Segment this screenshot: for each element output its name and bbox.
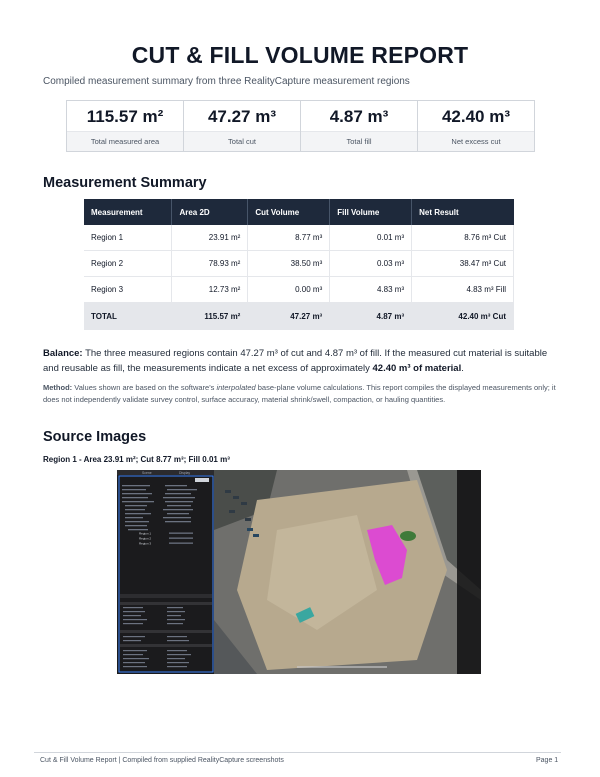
column-header: Net Result — [412, 199, 514, 225]
method-italic: interpolated — [216, 383, 256, 392]
measurement-summary-table — [84, 199, 514, 330]
balance-paragraph — [43, 346, 558, 376]
method-paragraph — [43, 382, 558, 406]
table-cell: 4.83 m³ Fill — [412, 277, 514, 303]
summary-heading: Measurement Summary — [43, 175, 207, 191]
kpi-total-fill — [301, 101, 418, 151]
column-header: Cut Volume — [248, 199, 330, 225]
column-header: Area 2D — [172, 199, 248, 225]
props-header — [120, 594, 212, 598]
table-cell: 38.47 m³ Cut — [412, 251, 514, 277]
table-cell: 78.93 m² — [172, 251, 248, 277]
table-cell: Region 2 — [84, 251, 172, 277]
table-cell: 115.57 m² — [172, 303, 248, 330]
kpi-total-cut — [184, 101, 301, 151]
method-label: Method: — [43, 383, 73, 392]
table-cell: Region 1 — [84, 225, 172, 251]
table-cell: 8.76 m³ Cut — [412, 225, 514, 251]
kpi-value: 42.40 m³ — [441, 107, 511, 126]
kpi-label: Net excess cut — [418, 131, 534, 151]
column-header: Measurement — [84, 199, 172, 225]
source-screenshot — [117, 470, 481, 674]
table-cell: 0.01 m³ — [330, 225, 412, 251]
viewport-status-text — [297, 666, 387, 668]
kpi-value: 47.27 m³ — [207, 107, 277, 126]
kpi-net-excess — [418, 101, 534, 151]
panel-button — [195, 478, 209, 482]
table-row — [84, 277, 514, 303]
tree-item-region-2: Region 2 — [139, 536, 152, 541]
table-cell: 47.27 m³ — [248, 303, 330, 330]
report-subtitle: Compiled measurement summary from three RealityCapture measurement regions — [43, 76, 410, 87]
footer-divider — [34, 752, 561, 753]
table-total-row — [84, 303, 514, 330]
tree-canopy — [400, 531, 416, 541]
viewport-sidebar — [457, 470, 481, 674]
table-cell: TOTAL — [84, 303, 172, 330]
tree-item-region-3: Region 3 — [139, 541, 152, 546]
balance-text: The three measured regions contain 47.27 m³ of cut and 4.87 m³ of fill. If the measured cut material is suitable and reusable as fill, the measurements indicate a net excess of approximately — [43, 348, 548, 374]
table-cell: Region 3 — [84, 277, 172, 303]
panel-tab: Scene — [142, 471, 152, 475]
column-header: Fill Volume — [330, 199, 412, 225]
props-section — [120, 644, 212, 647]
table-cell: 4.87 m³ — [330, 303, 412, 330]
kpi-value: 115.57 m² — [86, 107, 164, 126]
table-row — [84, 251, 514, 277]
report-title: CUT & FILL VOLUME REPORT — [131, 42, 469, 68]
tree-item-region-1: Region 1 — [139, 531, 152, 536]
method-text-b: base-plane volume calculations. This report compiles the displayed measurements only; it does not independently validate survey control, surface accuracy, material shrink/swell, compaction, or hauling quantities. — [43, 383, 556, 404]
source-images-heading: Source Images — [43, 429, 147, 445]
table-cell: 12.73 m² — [172, 277, 248, 303]
table-cell: 38.50 m³ — [248, 251, 330, 277]
kpi-label: Total fill — [301, 131, 417, 151]
table-cell: 4.83 m³ — [330, 277, 412, 303]
balance-end: . — [461, 363, 464, 374]
kpi-total-area — [67, 101, 184, 151]
method-text-a: Values shown are based on the software's — [72, 383, 217, 392]
kpi-strip — [66, 100, 535, 152]
props-section — [120, 630, 212, 633]
page-number: Page 1 — [536, 757, 559, 764]
scene-panel — [117, 470, 214, 674]
footer-text: Cut & Fill Volume Report | Compiled from supplied RealityCapture screenshots — [40, 757, 284, 764]
kpi-value: 4.87 m³ — [329, 107, 389, 126]
table-cell: 0.03 m³ — [330, 251, 412, 277]
kpi-label: Total measured area — [67, 131, 183, 151]
balance-emphasis: 42.40 m³ of material — [372, 363, 462, 374]
screenshot-graphic — [117, 470, 481, 674]
kpi-label: Total cut — [184, 131, 300, 151]
panel-tab: Display — [179, 471, 191, 475]
table-cell: 42.40 m³ Cut — [412, 303, 514, 330]
table-row — [84, 225, 514, 251]
table-cell: 8.77 m³ — [248, 225, 330, 251]
balance-label: Balance: — [43, 348, 83, 359]
table-cell: 23.91 m² — [172, 225, 248, 251]
image-caption: Region 1 - Area 23.91 m²; Cut 8.77 m³; Fill 0.01 m³ — [43, 455, 230, 464]
panel-tabbar — [117, 470, 214, 475]
table-header-row — [84, 199, 514, 225]
props-section — [120, 602, 212, 605]
table-cell: 0.00 m³ — [248, 277, 330, 303]
